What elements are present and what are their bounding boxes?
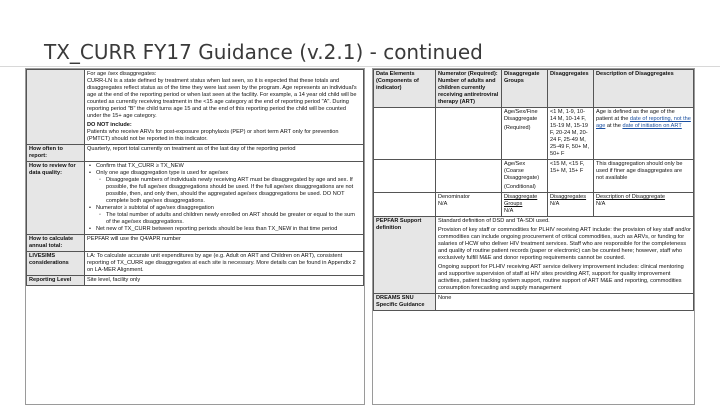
agesex-fine-label: Age/Sex/Fine Disaggregate (504, 109, 538, 122)
livesims-label: LIVESIMS considerations (27, 252, 85, 276)
denom-disaggs-value: N/A (550, 201, 560, 207)
required-label: (Required) (504, 125, 531, 131)
denom-disaggs-label: Disaggregates (550, 194, 587, 200)
table-row (374, 193, 694, 217)
denom-groups-value: N/A (504, 208, 514, 214)
col-description: Description of Disaggregates (594, 70, 694, 108)
data-quality-label: How to review for data quality: (27, 162, 85, 235)
table-row (27, 70, 364, 145)
denominator-label: Denominator (438, 194, 471, 200)
pepfar-support-text-2: Provision of key staff or commodities for PLHIV receiving ART include: the provision of key staff and/or commodities can include ongoing procurement of critical commodities, such as ARVs, or funding for salaries of HCW who deliver HIV treatment services. Staff who are responsible for the completeness and quality of routine patient records (paper or electronic) can be counted here; however, staff who exclusively fulfill M&E and donor reporting requirements cannot be counted. (438, 227, 691, 261)
slide-title: TX_CURR FY17 Guidance (v.2.1) - continued (44, 40, 483, 64)
denom-desc-value: N/A (596, 201, 606, 207)
list-item: ◦ Disaggregate numbers of individuals newly receiving ART must be disaggregated by age and sex. If possible, the full age/sex disaggregations should be used. If the full age/sex disaggregations are not possible, then, and only then, should the aggregated age/sex disaggregations be used. DO NOT complete both age/sex disaggregations. (87, 177, 361, 205)
table-row (374, 217, 694, 294)
table-row (374, 160, 694, 193)
fine-desc-a: Age is defined as the age of the patient at the (596, 109, 675, 122)
pepfar-support-text-1: Standard definition of DSD and TA-SDI used. (438, 218, 550, 224)
fine-age-list: <1 M, 1-9, 10-14 M, 10-14 F, 15-19 M, 15-19 F, 20-24 M, 20-24 F, 25-49 M, 25-49 F, 50+ M, 50+ F (548, 108, 594, 160)
denom-desc-label: Description of Disaggregate (596, 194, 666, 200)
title-divider (0, 66, 720, 67)
list-item: • Net new of TX_CURR between reporting periods should be less than TX_NEW in that time period (87, 226, 361, 233)
col-disaggregates: Disaggregates (548, 70, 594, 108)
fine-desc-b: at the (606, 123, 621, 129)
guidance-table-right (373, 69, 694, 311)
agesex-paragraph: CURR-LN is a state defined by treatment status when last seen, so it is expected that these totals and disaggregates reflect status as of the time they were last seen by the program. Age represents an individual's age at the end of the reporting period or when last seen at the facility. For example, a 14 year old child will be counted as currently receiving treatment in the <15 age category at the end of reporting period "A". During reporting period "B" the child turns age 15 and at the end of this reporting period the child will be counted under the 15+ age category. (87, 78, 357, 119)
col-numerator: Numerator (Required): Number of adults and children currently receiving antiretroviral therapy (ART) (436, 70, 502, 108)
guidance-table-left (26, 69, 364, 286)
list-item: ◦ The total number of adults and children newly enrolled on ART should be greater or equal to the sum of the age/sex disaggregations. (87, 212, 361, 226)
calc-label: How to calculate annual total: (27, 235, 85, 252)
table-row (27, 252, 364, 276)
document-page-left (25, 68, 365, 405)
list-item: • Numerator ≥ subtotal of age/sex disaggregation (87, 205, 361, 212)
table-row (374, 294, 694, 311)
table-row (27, 145, 364, 162)
col-disagg-groups: Disaggregate Groups (502, 70, 548, 108)
list-item: • Confirm that TX_CURR ≥ TX_NEW (87, 163, 361, 170)
fine-desc-link-reporting[interactable]: date of reporting, not the age (596, 116, 691, 129)
denominator-value: N/A (438, 201, 448, 207)
table-row (374, 108, 694, 160)
table-row (27, 162, 364, 235)
coarse-age-list: <15 M, <15 F, 15+ M, 15+ F (548, 160, 594, 193)
dreams-label: DREAMS SNU Specific Guidance (374, 294, 436, 311)
data-quality-list (87, 163, 361, 233)
fine-desc-link-initiation[interactable]: date of initiation on ART (622, 123, 682, 129)
dreams-value: None (436, 294, 694, 311)
how-often-text: Quarterly, report total currently on treatment as of the last day of the reporting period (85, 145, 364, 162)
livesims-text: LA: To calculate accurate unit expenditures by age (e.g. Adult on ART and Children on ART), consistent reporting of TX_CURR age disaggregates at each site is necessary. More details can be found in Appendix 2 on LA-MER Alignment. (85, 252, 364, 276)
coarse-desc: This disaggregation should only be used if finer age disaggregates are not available (594, 160, 694, 193)
table-header-row (374, 70, 694, 108)
table-row (27, 276, 364, 286)
how-often-label: How often to report: (27, 145, 85, 162)
table-row (27, 235, 364, 252)
do-not-include-heading: DO NOT include: (87, 122, 132, 128)
conditional-label: (Conditional) (504, 184, 536, 190)
agesex-coarse-label: Age/Sex (Coarse Disaggregate) (504, 161, 540, 181)
pepfar-support-label: PEPFAR Support definition (374, 217, 436, 294)
reporting-level-text: Site level, facility only (85, 276, 364, 286)
agesex-heading: For age /sex disaggregates: (87, 71, 157, 77)
agesex-cell (85, 70, 364, 145)
calc-text: PEPFAR will use the Q4/APR number (85, 235, 364, 252)
do-not-include-text: Patients who receive ARVs for post-exposure prophylaxis (PEP) or short term ART only for prevention (PMTCT) should not be reported in this indicator. (87, 129, 339, 142)
list-item: • Only one age disaggregation type is used for age/sex (87, 170, 361, 177)
col-data-elements: Data Elements (Components of indicator) (374, 70, 436, 108)
reporting-level-label: Reporting Level (27, 276, 85, 286)
denom-groups-label: Disaggregate Groups (504, 194, 538, 207)
document-page-right (372, 68, 695, 405)
pepfar-support-text-3: Ongoing support for PLHIV receiving ART service delivery improvement includes: clinical mentoring and supportive supervision of staff at HIV sites providing ART, support for quality improvement activities, patient tracking system support, routine support of ART M&E and reporting, commodities consumption forecasting and supply management (438, 264, 684, 291)
